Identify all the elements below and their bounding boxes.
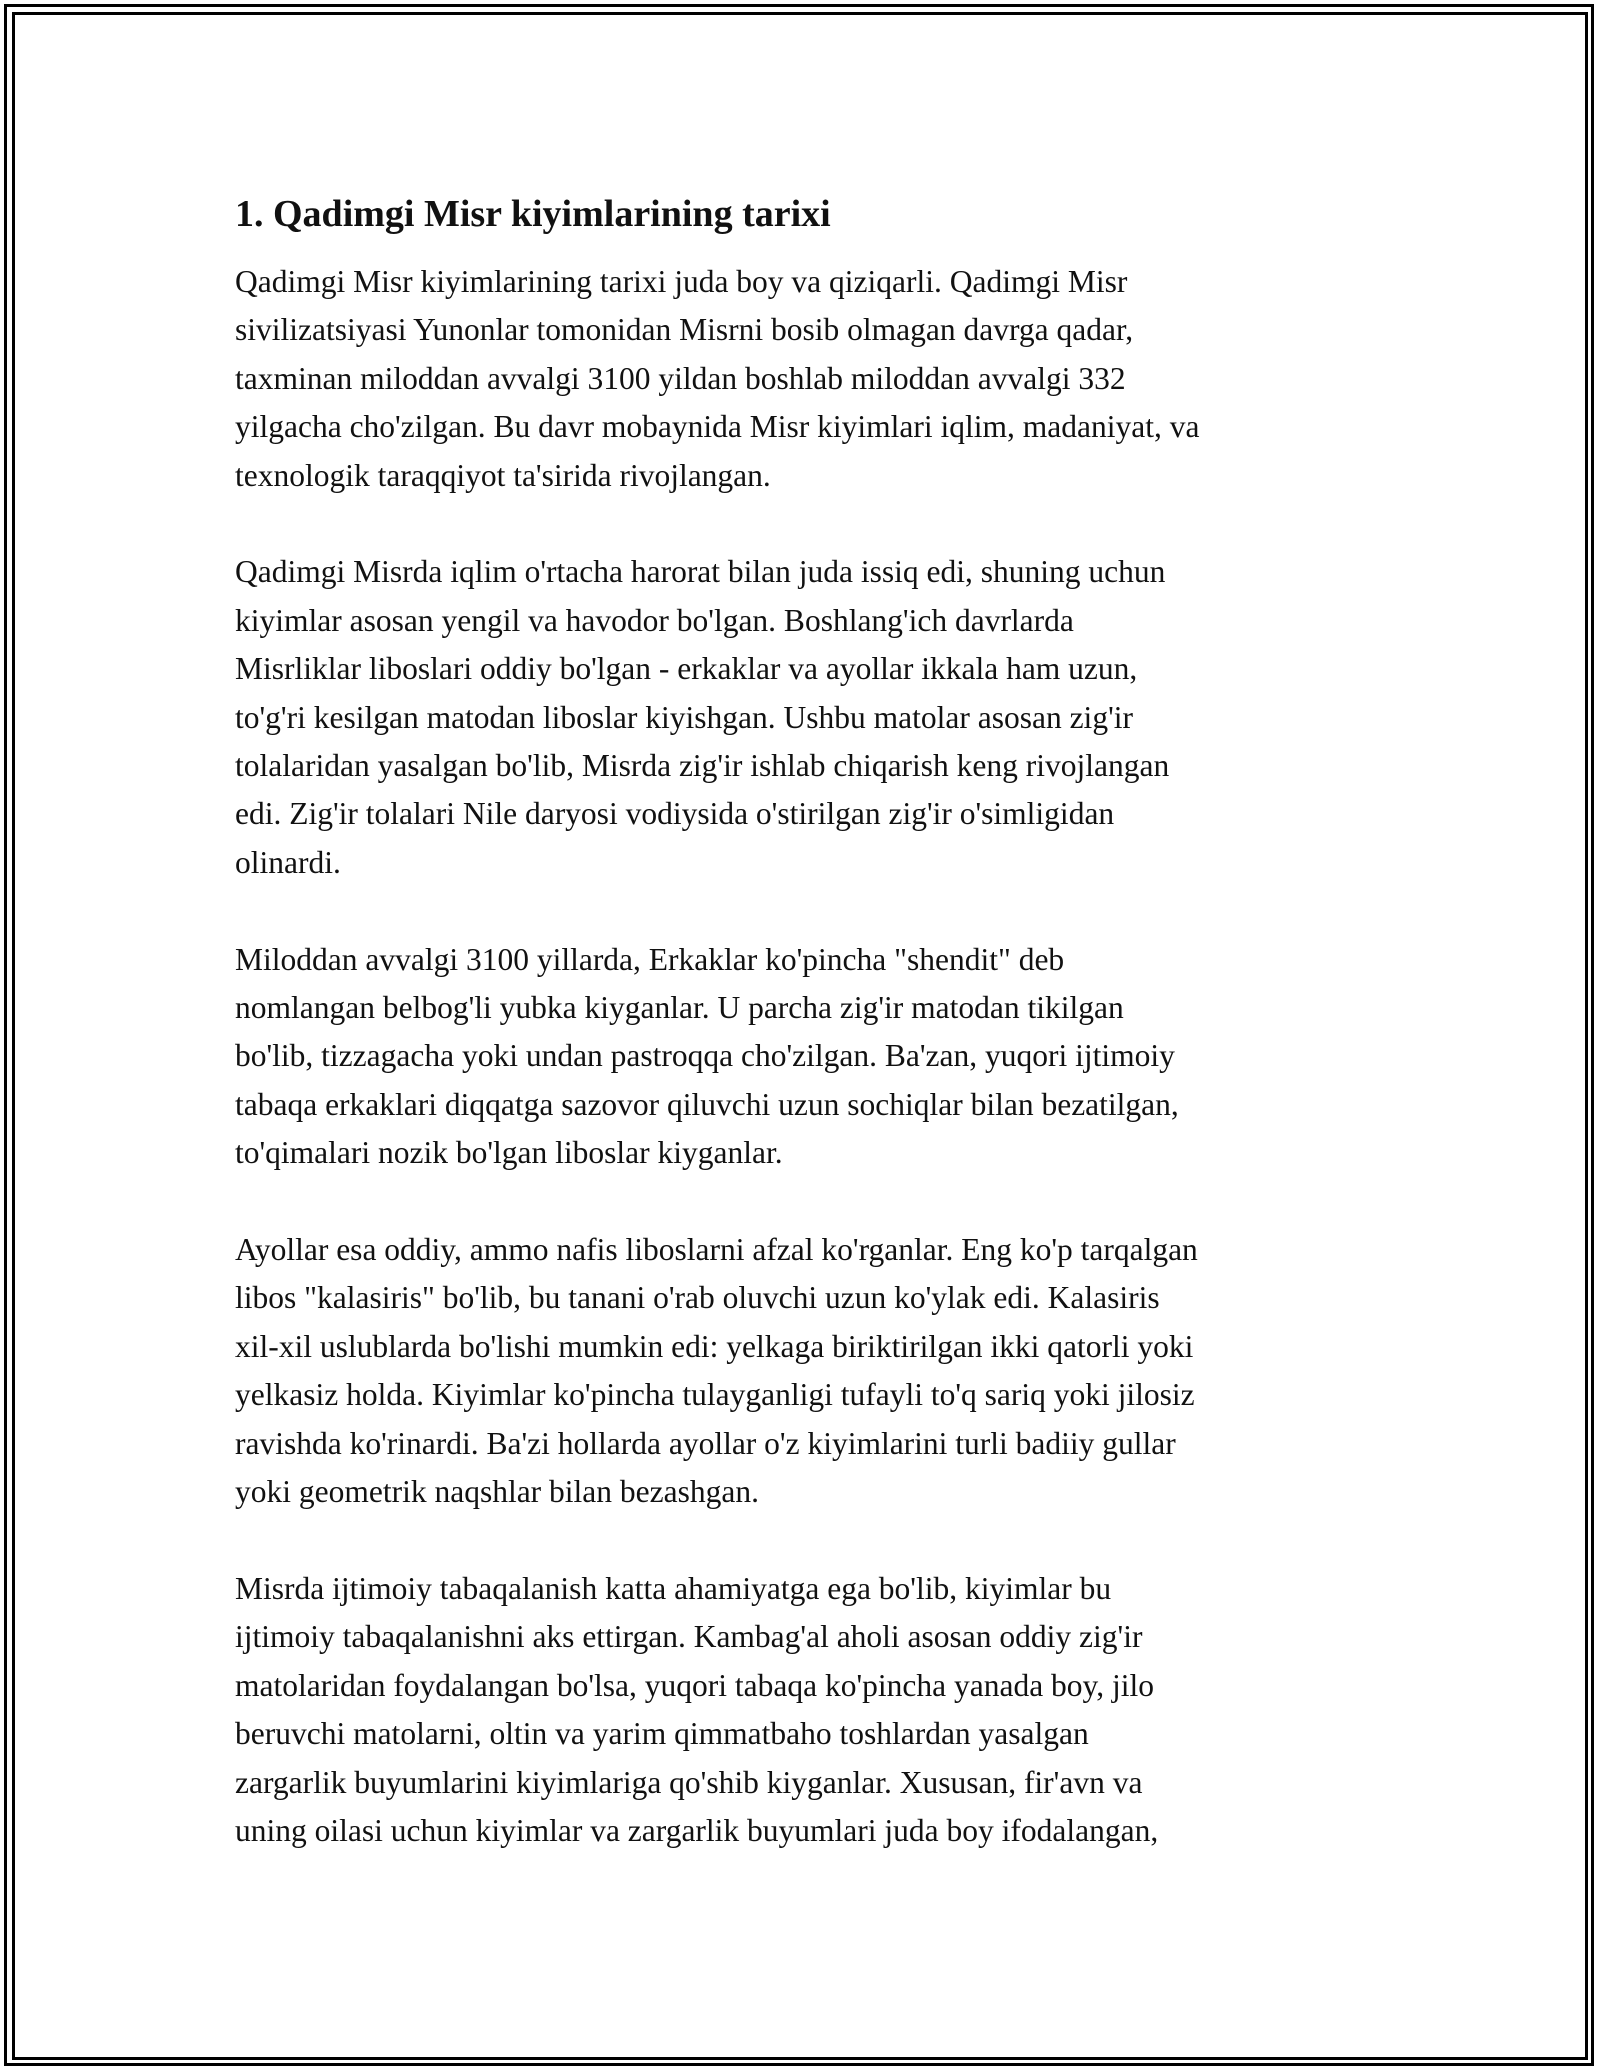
paragraph-line: libos "kalasiris" bo'lib, bu tanani o'rab oluvchi uzun ko'ylak edi. Kalasiris: [235, 1280, 1160, 1316]
paragraph-line: olinardi.: [235, 844, 341, 880]
paragraph-line: ijtimoiy tabaqalanishni aks ettirgan. Kambag'al aholi asosan oddiy zig'ir: [235, 1619, 1143, 1655]
paragraph-line: xil-xil uslublarda bo'lishi mumkin edi: yelkaga biriktirilgan ikki qatorli yoki: [235, 1328, 1194, 1364]
paragraph-line: Misrda ijtimoiy tabaqalanish katta ahamiyatga ega bo'lib, kiyimlar bu: [235, 1570, 1112, 1606]
paragraph-list: [235, 258, 1385, 1855]
paragraph: [235, 1226, 1385, 1516]
section-heading: 1. Qadimgi Misr kiyimlarining tarixi: [235, 193, 831, 235]
paragraph-line: zargarlik buyumlarini kiyimlariga qo'shib kiyganlar. Xususan, fir'avn va: [235, 1764, 1143, 1800]
document-body: [235, 188, 1385, 1904]
paragraph-line: yilgacha cho'zilgan. Bu davr mobaynida Misr kiyimlari iqlim, madaniyat, va: [235, 409, 1200, 445]
paragraph-line: matolaridan foydalangan bo'lsa, yuqori tabaqa ko'pincha yanada boy, jilo: [235, 1667, 1155, 1703]
paragraph-line: kiyimlar asosan yengil va havodor bo'lgan. Boshlang'ich davrlarda: [235, 602, 1074, 638]
paragraph: [235, 548, 1385, 887]
paragraph-line: nomlangan belbog'li yubka kiyganlar. U parcha zig'ir matodan tikilgan: [235, 990, 1124, 1026]
paragraph-line: Misrliklar liboslari oddiy bo'lgan - erkaklar va ayollar ikkala ham uzun,: [235, 651, 1138, 687]
paragraph-line: edi. Zig'ir tolalari Nile daryosi vodiysida o'stirilgan zig'ir o'simligidan: [235, 796, 1115, 832]
paragraph-line: yoki geometrik naqshlar bilan bezashgan.: [235, 1474, 759, 1510]
paragraph-line: tolalaridan yasalgan bo'lib, Misrda zig'ir ishlab chiqarish keng rivojlangan: [235, 748, 1170, 784]
paragraph-line: Miloddan avvalgi 3100 yillarda, Erkaklar ko'pincha "shendit" deb: [235, 941, 1065, 977]
paragraph-line: beruvchi matolarni, oltin va yarim qimmatbaho toshlardan yasalgan: [235, 1716, 1089, 1752]
paragraph-line: Qadimgi Misr kiyimlarining tarixi juda boy va qiziqarli. Qadimgi Misr: [235, 264, 1128, 299]
paragraph-line: Ayollar esa oddiy, ammo nafis liboslarni afzal ko'rganlar. Eng ko'p tarqalgan: [235, 1232, 1198, 1268]
paragraph-line: taxminan miloddan avvalgi 3100 yildan boshlab miloddan avvalgi 332: [235, 360, 1126, 396]
paragraph: [235, 1565, 1385, 1855]
paragraph: [235, 936, 1385, 1178]
paragraph-line: bo'lib, tizzagacha yoki undan pastroqqa cho'zilgan. Ba'zan, yuqori ijtimoiy: [235, 1038, 1175, 1074]
paragraph-line: to'g'ri kesilgan matodan liboslar kiyishgan. Ushbu matolar asosan zig'ir: [235, 699, 1133, 735]
paragraph: [235, 258, 1385, 500]
paragraph-line: sivilizatsiyasi Yunonlar tomonidan Misrni bosib olmagan davrga qadar,: [235, 312, 1134, 348]
paragraph-line: yelkasiz holda. Kiyimlar ko'pincha tulayganligi tufayli to'q sariq yoki jilosiz: [235, 1377, 1195, 1413]
paragraph-line: texnologik taraqqiyot ta'sirida rivojlangan.: [235, 457, 771, 493]
paragraph-line: uning oilasi uchun kiyimlar va zargarlik buyumlari juda boy ifodalangan,: [235, 1812, 1159, 1848]
paragraph-line: tabaqa erkaklari diqqatga sazovor qiluvchi uzun sochiqlar bilan bezatilgan,: [235, 1086, 1179, 1122]
paragraph-line: to'qimalari nozik bo'lgan liboslar kiyganlar.: [235, 1135, 783, 1171]
paragraph-line: ravishda ko'rinardi. Ba'zi hollarda ayollar o'z kiyimlarini turli badiiy gullar: [235, 1425, 1176, 1461]
paragraph-line: Qadimgi Misrda iqlim o'rtacha harorat bilan juda issiq edi, shuning uchun: [235, 554, 1166, 590]
